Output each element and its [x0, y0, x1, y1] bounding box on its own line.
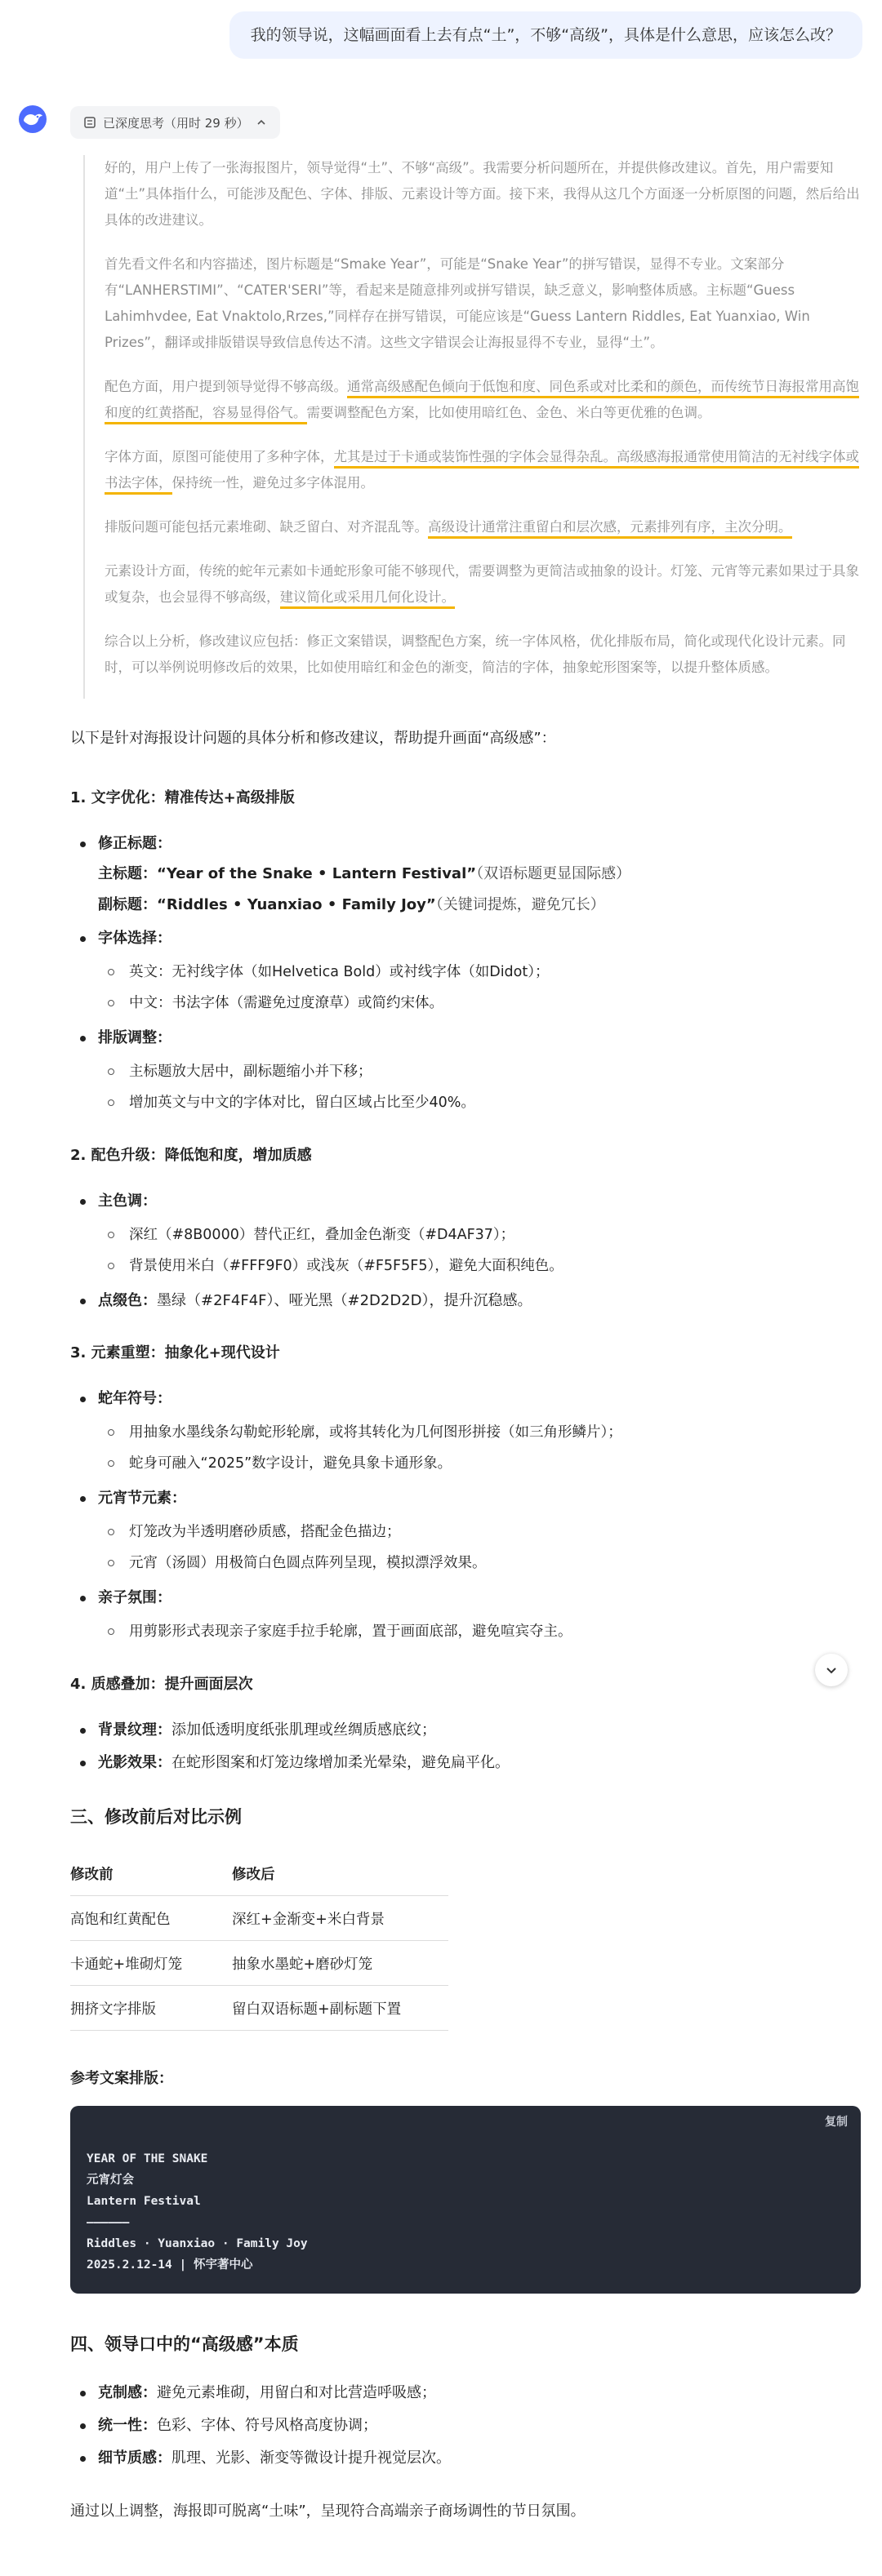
- texture-text: 添加低透明度纸张肌理或丝绸质感底纹；: [172, 1721, 436, 1739]
- texture-label: 背景纹理：: [98, 1721, 172, 1739]
- answer-intro: 以下是针对海报设计问题的具体分析和修改建议，帮助提升画面“高级感”：: [70, 730, 556, 747]
- section-2-title: 2. 配色升级：降低饱和度，增加质感: [70, 1147, 312, 1164]
- font-list: [98, 957, 862, 1019]
- thinking-text: 好的，用户上传了一张海报图片，领导觉得“土”、不够“高级”。我需要分析问题所在，并提供修改建议。首先，用户需要知道“土”具体指什么，可能涉及配色、字体、排版、元素设计等方面。接下来，我得从这几个方面逐一分析原图的问题，然后给出具体的改进建议。: [105, 160, 860, 228]
- highlighted-text: 高级感海报通常使用简洁的无衬线字体或书法字体，: [105, 449, 859, 495]
- main-title-value: “Year of the Snake • Lantern Festival”: [157, 865, 477, 882]
- lighting-text: 在蛇形图案和灯笼边缘增加柔光晕染，避免扁平化。: [172, 1754, 510, 1771]
- restraint-text: 避免元素堆砌，用留白和对比营造呼吸感；: [157, 2384, 436, 2401]
- list-item: [70, 2411, 862, 2441]
- sub-title-label: 副标题：: [98, 896, 157, 913]
- deep-thinking-toggle[interactable]: [70, 106, 280, 139]
- lantern-list: [98, 1517, 862, 1579]
- copy-button[interactable]: 复制: [825, 2116, 848, 2129]
- detail-label: 细节质感：: [98, 2449, 172, 2467]
- table-cell: 拥挤文字排版: [70, 1986, 232, 2031]
- layout-title-label: 排版调整：: [98, 1029, 172, 1046]
- main-title-label: 主标题：: [98, 865, 157, 882]
- thinking-paragraph: [85, 251, 865, 356]
- thinking-text: 字体方面，原图可能使用了多种字体，: [105, 449, 334, 464]
- thinking-text: 首先看文件名和内容描述，图片标题是“Smake Year”，可能是“Snake Year”的拼写错误，显得不专业。文案部分有“LANHERSTIMI”、“CATER'SERI”等，看起来是随意排列或拼写错误，缺乏意义，影响整体质感。主标题“Guess Lahimhvdee, Eat Vnaktolo,Rrzes,”同样存在拼写错误，可能应该是“Guess Lantern Riddles, Eat Yuanxiao, Win Prizes”，翻译或排版错误导致信息传达不清。这些文字错误会让海报显得不专业，显得“土”。: [105, 256, 810, 350]
- main-title-line: [98, 859, 862, 890]
- section-3-list: [70, 1384, 862, 1647]
- main-color-label: 主色调：: [98, 1193, 157, 1210]
- list-item: [70, 829, 862, 921]
- table-cell: 深红+金渐变+米白背景: [232, 1896, 448, 1941]
- code-header: [70, 2106, 861, 2137]
- scroll-down-button[interactable]: [815, 1654, 848, 1686]
- essence-title: 四、领导口中的“高级感”本质: [70, 2334, 299, 2354]
- thinking-paragraph: [85, 558, 865, 611]
- layout-list: [98, 1056, 862, 1118]
- list-item: 用剪影形式表现亲子家庭手拉手轮廓，置于画面底部，避免喧宾夺主。: [98, 1616, 862, 1647]
- section-1-list: [70, 829, 862, 1118]
- chevron-down-icon: [825, 1663, 838, 1677]
- thinking-label: 已深度思考（用时 29 秒）: [103, 115, 249, 131]
- thinking-paragraph: [85, 514, 865, 540]
- final-summary: 通过以上调整，海报即可脱离“土味”，呈现符合高端亲子商场调性的节日氛围。: [70, 2503, 586, 2520]
- table-cell: 高饱和红黄配色: [70, 1896, 232, 1941]
- thinking-icon: [83, 116, 96, 129]
- list-item: [70, 924, 862, 1019]
- highlighted-text: 通常高级感配色倾向于低饱和度、同色系或对比柔和的颜色，而传统节日海报常用高饱和度的红黄搭配，容易显得俗气。: [105, 379, 859, 424]
- table-row: [70, 1986, 448, 2031]
- thinking-text: 综合以上分析，修改建议应包括：修正文案错误，调整配色方案，统一字体风格，优化排版布局，简化或现代化设计元素。同时，可以举例说明修改后的效果，比如使用暗红和金色的渐变，简洁的字体，抽象蛇形图案等，以提升整体质感。: [105, 633, 846, 675]
- section-4-list: [70, 1716, 862, 1778]
- highlighted-text: 尤其是过于卡通或装饰性强的字体会显得杂乱。: [334, 449, 617, 469]
- lighting-label: 光影效果：: [98, 1754, 172, 1771]
- thinking-text: 元素设计方面，传统的蛇年元素如卡通蛇形象可能不够现代，需要调整为更简洁或抽象的设计。灯笼、元宵等元素如果过于具象或复杂，也会显得不够高级，: [105, 563, 859, 605]
- thinking-content: [83, 155, 865, 699]
- list-item: 灯笼改为半透明磨砂质感，搭配金色描边；: [98, 1517, 862, 1548]
- accent-color-text: 墨绿（#2F4F4F）、哑光黑（#2D2D2D），提升沉稳感。: [157, 1292, 532, 1309]
- sub-title-note: （关键词提炼，避免冗长）: [435, 896, 605, 913]
- table-header: 修改后: [232, 1851, 448, 1896]
- list-item: [70, 1286, 862, 1316]
- highlighted-text: 高级设计通常注重留白和层次感，元素排列有序，主次分明。: [428, 519, 792, 539]
- list-item: [70, 1484, 862, 1579]
- highlighted-text: 建议简化或采用几何化设计。: [280, 589, 456, 609]
- answer-content: [70, 726, 862, 2524]
- list-item: 深红（#8B0000）替代正红，叠加金色渐变（#D4AF37）；: [98, 1219, 862, 1250]
- section-4-title: 4. 质感叠加：提升画面层次: [70, 1676, 253, 1693]
- user-message-text: 我的领导说，这幅画面看上去有点“土”，不够“高级”，具体是什么意思，应该怎么改？: [250, 26, 841, 44]
- thinking-text: 需要调整配色方案，比如使用暗红色、金色、米白等更优雅的色调。: [306, 405, 711, 420]
- thinking-text: 排版问题可能包括元素堆砌、缺乏留白、对齐混乱等。: [105, 519, 428, 535]
- list-item: 蛇身可融入“2025”数字设计，避免具象卡通形象。: [98, 1448, 862, 1479]
- chevron-up-icon: [256, 117, 267, 128]
- table-row: [70, 1941, 448, 1986]
- table-row: [70, 1896, 448, 1941]
- family-atmosphere-label: 亲子氛围：: [98, 1589, 172, 1606]
- restraint-label: 克制感：: [98, 2384, 157, 2401]
- list-item: [70, 1187, 862, 1281]
- unity-label: 统一性：: [98, 2417, 157, 2434]
- main-color-list: [98, 1219, 862, 1281]
- list-item: 英文：无衬线字体（如Helvetica Bold）或衬线字体（如Didot）；: [98, 957, 862, 988]
- code-block: [70, 2106, 861, 2294]
- table-header-row: [70, 1851, 448, 1896]
- thinking-paragraph: [85, 374, 865, 426]
- list-item: [70, 2378, 862, 2408]
- table-cell: 留白双语标题+副标题下置: [232, 1986, 448, 2031]
- thinking-paragraph: [85, 628, 865, 681]
- section-2-list: [70, 1187, 862, 1316]
- thinking-text: 保持统一性，避免过多字体混用。: [172, 475, 374, 491]
- list-item: [70, 1583, 862, 1647]
- list-item: 用抽象水墨线条勾勒蛇形轮廓，或将其转化为几何图形拼接（如三角形鳞片）；: [98, 1417, 862, 1448]
- compare-table: [70, 1851, 448, 2031]
- essence-list: [70, 2378, 862, 2473]
- list-item: 元宵（汤圆）用极简白色圆点阵列呈现，模拟漂浮效果。: [98, 1548, 862, 1579]
- font-title-label: 字体选择：: [98, 930, 172, 947]
- sub-title-line: [98, 890, 862, 921]
- list-item: 中文：书法字体（需避免过度潦草）或简约宋体。: [98, 988, 862, 1019]
- unity-text: 色彩、字体、符号风格高度协调；: [157, 2417, 377, 2434]
- list-item: [70, 1716, 862, 1745]
- main-title-note: （双语标题更显国际感）: [476, 865, 631, 882]
- list-item: [70, 1384, 862, 1479]
- table-header: 修改前: [70, 1851, 232, 1896]
- thinking-text: 配色方面，用户提到领导觉得不够高级。: [105, 379, 347, 394]
- section-1-title: 1. 文字优化：精准传达+高级排版: [70, 789, 295, 806]
- list-item: [70, 1748, 862, 1778]
- list-item: 主标题放大居中，副标题缩小并下移；: [98, 1056, 862, 1087]
- lantern-elements-label: 元宵节元素：: [98, 1490, 186, 1507]
- reference-title: 参考文案排版：: [70, 2070, 173, 2087]
- code-content: YEAR OF THE SNAKE 元宵灯会 Lantern Festival —————— Riddles · Yuanxiao · Family Joy 2025.2.12-14 | 怀宇著中心: [87, 2152, 308, 2272]
- sub-title-value: “Riddles • Yuanxiao • Family Joy”: [157, 896, 436, 913]
- table-cell: 卡通蛇+堆砌灯笼: [70, 1941, 232, 1986]
- accent-color-label: 点缀色：: [98, 1292, 157, 1309]
- section-3-title: 3. 元素重塑：抽象化+现代设计: [70, 1344, 280, 1361]
- family-list: [98, 1616, 862, 1647]
- thinking-paragraph: [85, 155, 865, 233]
- list-item: [70, 2444, 862, 2473]
- table-cell: 抽象水墨蛇+磨砂灯笼: [232, 1941, 448, 1986]
- list-item: 背景使用米白（#FFF9F0）或浅灰（#F5F5F5），避免大面积纯色。: [98, 1250, 862, 1281]
- fix-title-label: 修正标题：: [98, 835, 172, 852]
- snake-symbol-label: 蛇年符号：: [98, 1390, 172, 1407]
- detail-text: 肌理、光影、渐变等微设计提升视觉层次。: [172, 2449, 451, 2467]
- thinking-paragraph: [85, 444, 865, 496]
- user-message-bubble: [229, 11, 862, 59]
- assistant-avatar-icon: [18, 104, 47, 134]
- list-item: 增加英文与中文的字体对比，留白区域占比至少40%。: [98, 1087, 862, 1118]
- compare-title: 三、修改前后对比示例: [70, 1807, 242, 1827]
- snake-list: [98, 1417, 862, 1479]
- list-item: [70, 1024, 862, 1118]
